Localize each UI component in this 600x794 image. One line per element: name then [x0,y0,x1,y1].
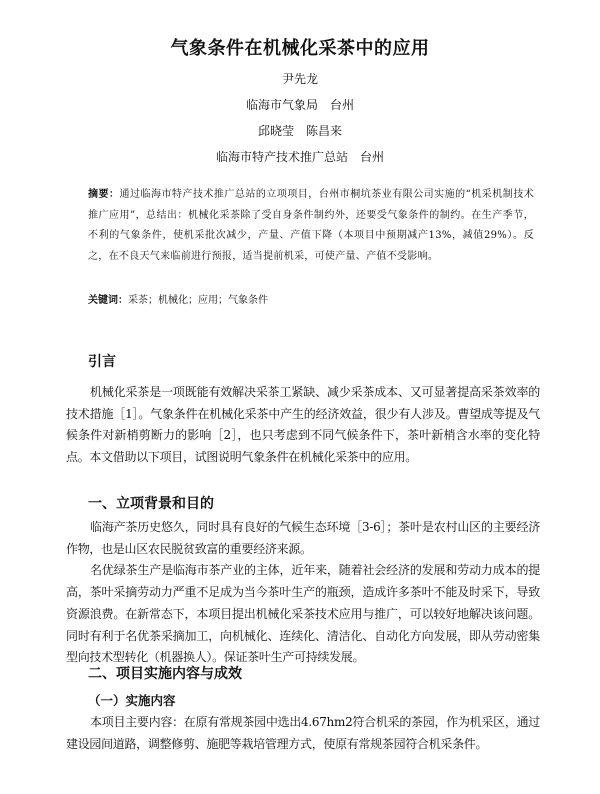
keywords-text: 采茶；机械化；应用；气象条件 [128,295,268,306]
abstract-text: 通过临海市特产技术推广总站的立项项目，台州市桐坑茶业有限公司实施的“机采机制技术推广应用”，总结出：机械化采茶除了受自身条件制约外，还要受气象条件的制约。在生产季节，不利的气象条件，使机采批次减少，产量、产值下降（本项目中预期减产13%，减值29%）。反之，在不良天气来临前进行预报，适当提前机采，可使产量、产值不受影响。 [88,189,534,262]
keywords-label: 关键词： [88,295,128,306]
paragraph: 机械化采茶是一项既能有效解决采茶工紧缺、减少采茶成本、又可显著提高采茶效率的技术措施［1］。气象条件在机械化采茶中产生的经济效益，很少有人涉及。曹望成等提及气候条件对新梢剪断力的影响［2］，也只考虑到不同气候条件下，茶叶新梢含水率的变化特点。本文借助以下项目，试图说明气象条件在机械化采茶中的应用。 [66,385,540,465]
author-name-1: 尹先龙 [281,72,318,86]
author-affiliation-1: 临海市气象局 台州 [245,98,354,112]
paragraph: 名优绿茶生产是临海市茶产业的主体，近年来，随着社会经济的发展和劳动力成本的提高，茶叶采摘劳动力严重不足成为当今茶叶生产的瓶颈，造成许多茶叶不能及时采下，导致资源浪费。在新常态下，本项目提出机械化采茶技术应用与推广，可以较好地解决该问题。同时有利于名优茶采摘加工，向机械化、连续化、清洁化、自动化方向发展，即从劳动密集型向技术型转化（机器换人）。保证茶叶生产可持续发展。 [66,563,540,665]
section-body-intro [66,382,540,469]
paragraph: 临海产茶历史悠久，同时具有良好的气候生态环境［3-6］；茶叶是农村山区的主要经济作物，也是山区农民脱贫致富的重要经济来源。 [66,520,540,556]
section-heading-intro: 引言 [88,354,116,370]
section-heading-background: 一、立项背景和目的 [88,496,214,512]
keywords [88,291,534,306]
paragraph: 本项目主要内容：在原有常规茶园中选出4.67hm2符合机采的茶园，作为机采区，通过建设园间道路，调整修剪、施肥等栽培管理方式，使原有常规茶园符合机采条件。 [66,715,540,751]
paper-title: 气象条件在机械化采茶中的应用 [170,38,430,59]
author-name-2: 邱晓莹 陈昌来 [257,124,342,138]
section-body-implementation [66,712,540,755]
abstract-label: 摘要： [88,189,120,200]
section-body-background [66,517,540,669]
subsection-heading: （一）实施内容 [88,693,176,708]
section-heading-implementation: 二、项目实施内容与成效 [88,666,242,682]
abstract [88,185,534,267]
author-affiliation-2: 临海市特产技术推广总站 台州 [215,150,384,164]
